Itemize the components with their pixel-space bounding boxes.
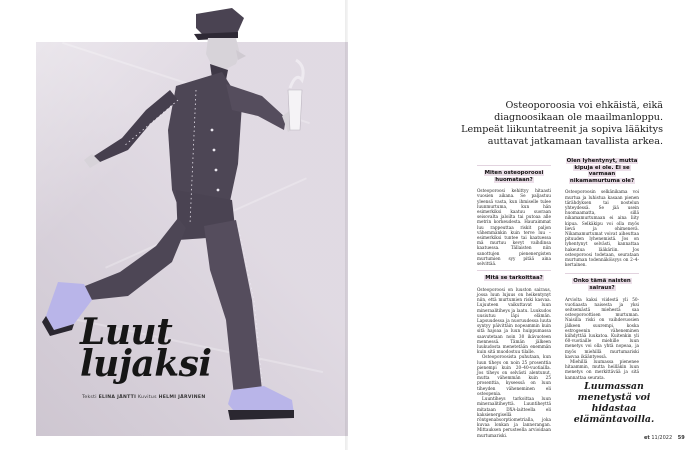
article-lede <box>399 100 663 148</box>
lede-line-2: diagnoosikaan ole maailmanloppu. <box>494 112 663 123</box>
text-label: Teksti <box>82 395 97 400</box>
page-folio <box>644 435 685 441</box>
question-rule <box>565 273 639 274</box>
pull-quote <box>568 381 660 425</box>
question-heading-4: Onko tämä naisten sairaus? <box>573 278 631 292</box>
question-heading-1: Miten osteoporoosi huomataan? <box>484 170 544 183</box>
paragraph: Luuntiheys tarkoittaa luun mineraalitiheyttä. Luuntiheyttä mitataan DXA-laitteella eli kaksienergisellä röntgenabsorptiometrialla, joka kuvaa lonkan ja lannerangan. Mittauksen perusteella arvioidaan murtumariski. <box>477 396 551 438</box>
text-column-2 <box>565 158 639 378</box>
illustration-label: Kuvitus <box>137 395 157 400</box>
lede-line-3: Lempeät liikuntatreenit ja sopiva lääkitys <box>461 124 663 135</box>
paragraph: Arviolta kaksi viidestä yli 50-vuotiaasta naisesta ja yksi seitsemästä miehestä saa osteoporoottisen murtuman. Naisilla riski on vaihdevuosien jälkeen suurempi, koska estrogeenin väheneminen kiihdyttää luukatoa. Kuitenkin yli 60-vuotiaille miehille luun menetys voi olla yhtä nopeaa, ja myös miehillä murtumariski kasvaa ikääntyessä. <box>565 296 639 359</box>
issue-number: 11/2022 <box>651 435 673 441</box>
byline-credits <box>82 395 205 400</box>
article-headline <box>80 311 212 385</box>
pullquote-line-2: menetystä voi <box>577 392 651 403</box>
question-rule <box>477 270 551 271</box>
pullquote-line-1: Luumassan <box>584 381 644 392</box>
headline-line-2: lujaksi <box>80 343 212 385</box>
lede-line-1: Osteoporoosia voi ehkäistä, eikä <box>505 100 663 111</box>
text-column-1 <box>477 165 551 438</box>
pullquote-line-4: elämäntavoilla. <box>573 414 655 425</box>
illustrator-name: HELMI JÄRVINEN <box>158 395 206 400</box>
paragraph: Miehillä luumassa pienenee hitaammin, mutta heilläkin luun menetys on merkittävää ja sitä kannattaa seurata. <box>565 359 639 380</box>
paragraph: Osteoporoosi on luuston sairaus, jossa luun lujuus on heikentynyt niin, että murtumien riski kasvaa. Lujuuteen vaikuttavat luun mineraalitiheys ja laatu. Luukudos uusiutuu läpi elämän. Lapsuudessa ja nuoruudessa luuta syntyy päivittäin nopeammin kuin sitä hajoaa ja luun huippumassa saavutetaan noin 30 ikävuoteen mennessä. Tämän jälkeen luukudosta menetetään enemmän kuin sitä muodostuu tilalle. <box>477 286 551 355</box>
paragraph: Osteoporoosi kehittyy hitaasti vuosien aikana. Se paljastuu yleensä vasta, kun ihmiselle tulee luunmurtuma, kun hän esimerkiksi kaatuu suoraan seisovalta jaloilta tai putoaa alle metrin korkeudesta. Hauraimmat luu rappeuttaa riskit paljon vähemmänkin kuin terve luu – esimerkiksi tuntee tai kaatuessa mä murtuu kevyt vaihdinsa kaatuessa. Tällaisten niin sanottujen pienenergisten murtumien syy pitää aina selvittää. <box>477 188 551 267</box>
question-rule <box>477 165 551 166</box>
paragraph: Osteoporoosista puhutaan, kun luun tiheys on noin 25 prosenttia pienempi kuin 20–40-vuotiailla. Jos tiheys on selvästi alentunut, mutta vähemmän kuin 25 prosenttia, kyseessä on luun tiheyden väheneminen eli osteopenia. <box>477 354 551 396</box>
question-heading-3: Olen lyhentynyt, mutta kipuja ei ole. Ei se varmaan nikamamurtuma ole? <box>566 158 638 184</box>
pullquote-line-3: hidastaa <box>591 403 637 414</box>
page-number: 59 <box>677 435 685 441</box>
question-heading-2: Mitä se tarkoittaa? <box>485 275 543 282</box>
magazine-name: et <box>644 435 650 441</box>
paragraph: Osteoporoosin selkänikama voi murtua ja luhistua kasaan pienen tärähdyksen tai nostelun yhteydessä. Se jää usein huomaamatta, sillä nikamamurtumaan ei aina liity kipua. Selkäkipu voi olla myös lievä ja ohimenevä. Nikamamurtumat voivat aiheuttaa pituuden lyhenemistä. Jos on lyhentynyt selvästi, kannattaa hakeutua lääkäriin. Jos osteoporoosi todetaan, seurataan murtuman todennäköisyys on 2–4-kertainen. <box>565 189 639 268</box>
lede-line-4: auttavat jatkamaan tavallista arkea. <box>487 136 663 147</box>
author-name: ELINA JÄNTTI <box>98 395 137 400</box>
headline-line-1: Luut <box>80 311 173 353</box>
